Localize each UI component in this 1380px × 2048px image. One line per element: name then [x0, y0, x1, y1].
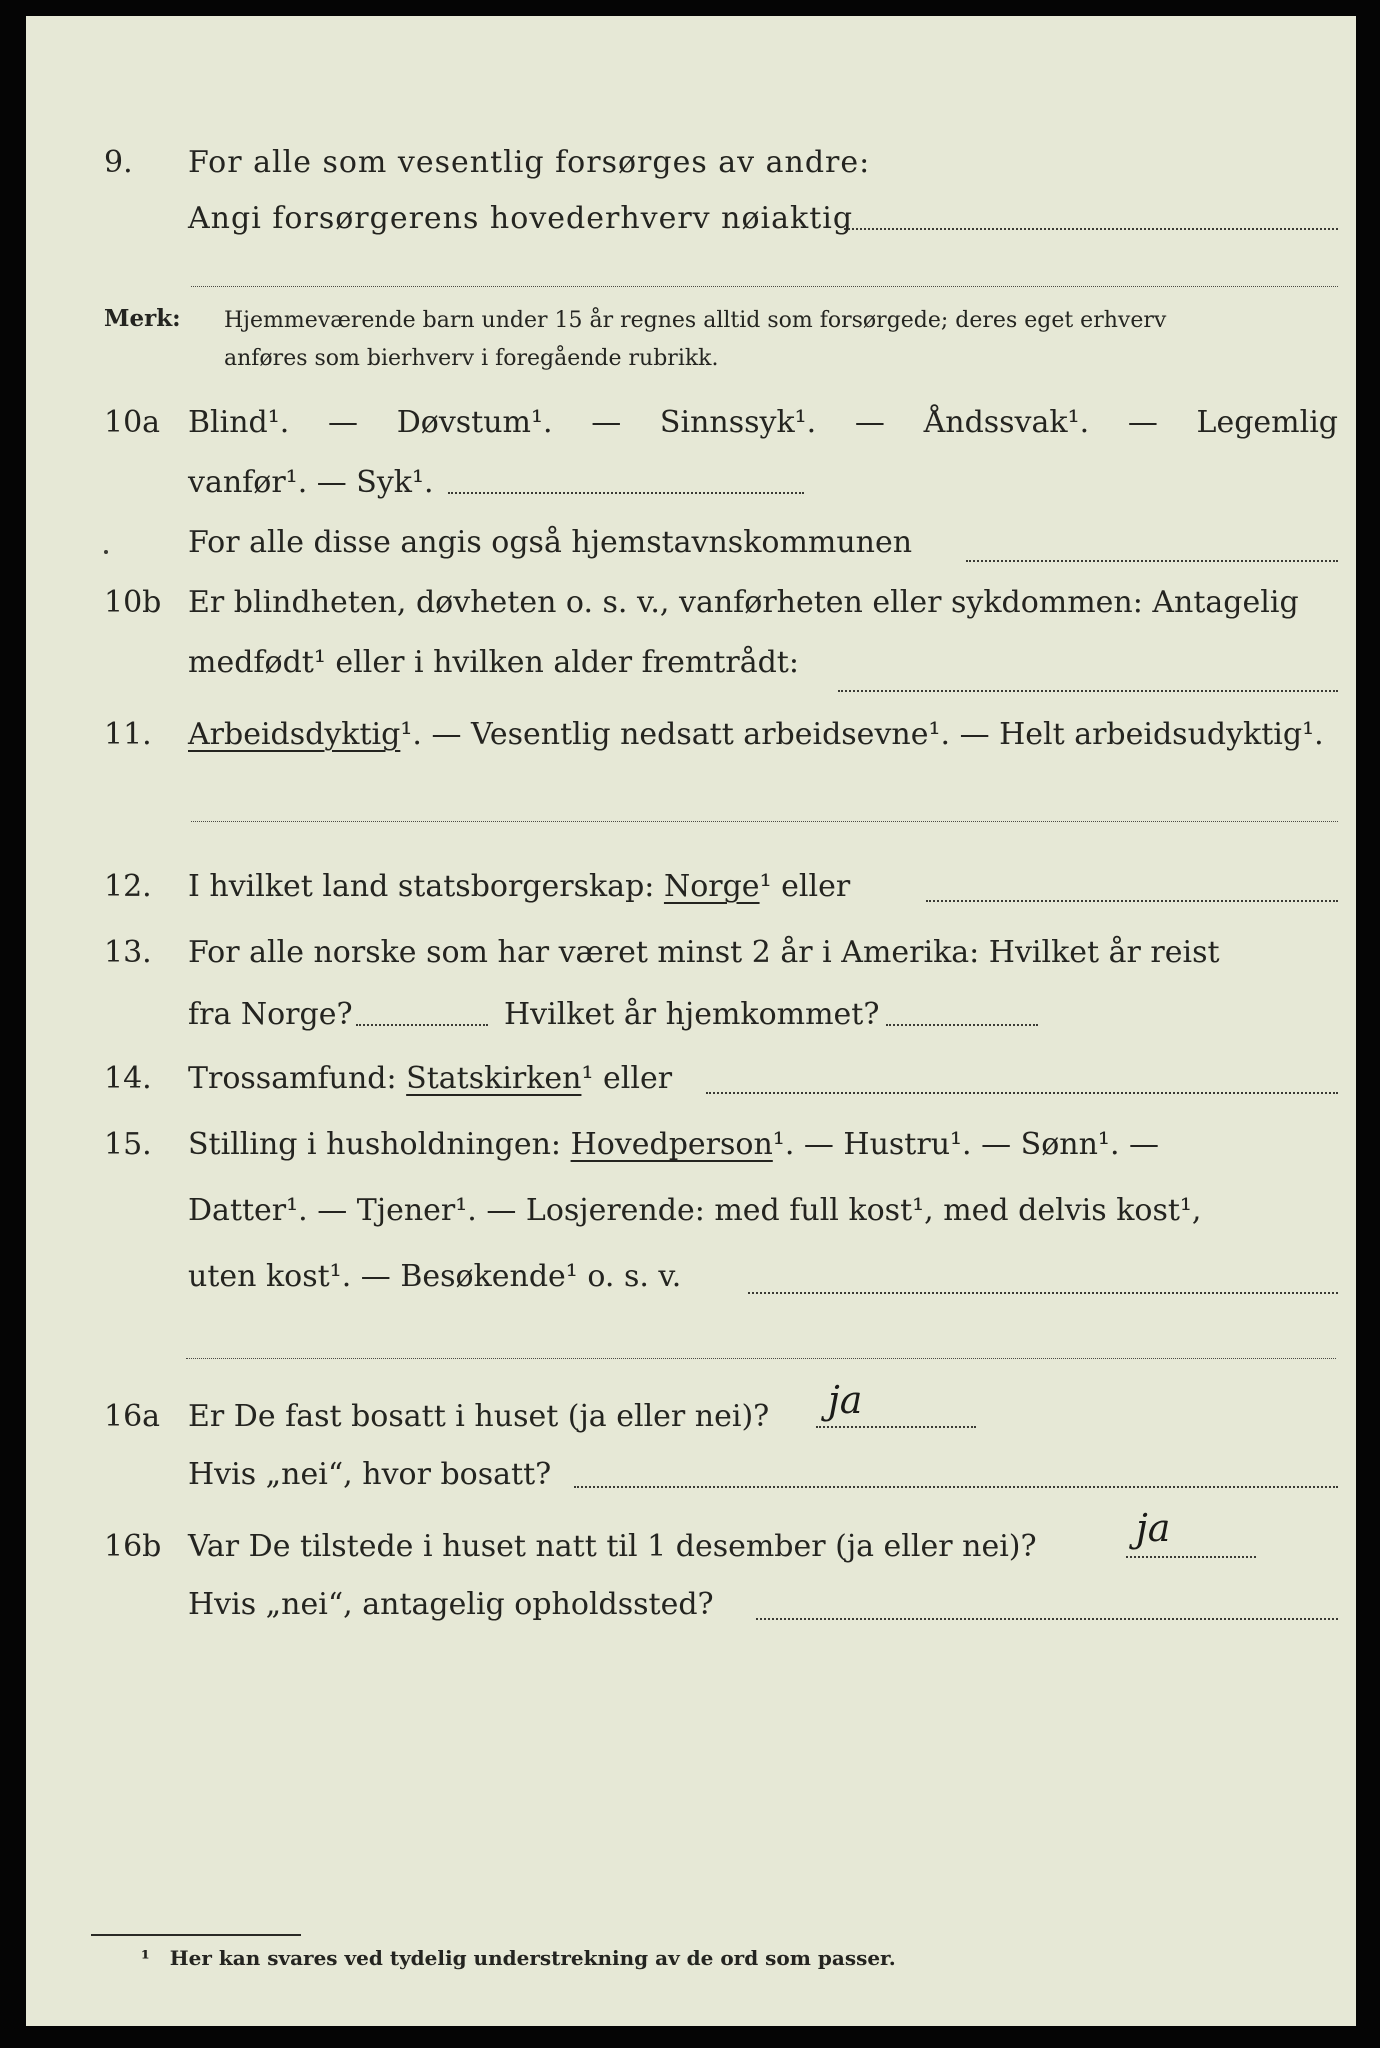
question-text-rest: ¹. — Hustru¹. — Sønn¹. —: [772, 1127, 1160, 1162]
answer-line[interactable]: [1126, 1556, 1256, 1558]
question-text: For alle norske som har været minst 2 år i Amerika: Hvilket år reist: [188, 935, 1220, 970]
question-text-prefix: Trossamfund:: [188, 1061, 397, 1096]
answer-line[interactable]: [816, 1426, 976, 1428]
answer-line[interactable]: [191, 821, 1338, 822]
footnote: [141, 1946, 896, 1970]
option-arbeidsdyktig[interactable]: Arbeidsdyktig: [188, 717, 401, 752]
question-10a-line2: [26, 458, 1356, 508]
question-9: [26, 138, 1356, 188]
question-text: Hvilket år hjemkommet?: [504, 997, 880, 1032]
question-13-line2: [26, 990, 1356, 1040]
answer-line[interactable]: [844, 228, 1338, 230]
footnote-mark: ¹: [141, 1946, 150, 1970]
answer-line[interactable]: [191, 286, 1338, 287]
footnote-text: Her kan svares ved tydelig understrekning av de ord som passer.: [169, 1946, 896, 1970]
question-10b-line2: [26, 638, 1356, 688]
footnote-rule: [91, 1934, 301, 1936]
question-text-prefix: Stilling i husholdningen:: [188, 1127, 562, 1162]
question-10a: [26, 398, 1356, 448]
answer-line[interactable]: [838, 690, 1338, 692]
option-norge[interactable]: Norge: [663, 869, 760, 904]
question-text: [188, 1120, 1159, 1170]
question-12: [26, 862, 1356, 912]
speck: [104, 550, 108, 554]
question-text-rest: ¹. — Vesentlig nedsatt arbeidsevne¹. — Helt arbeidsudyktig¹.: [400, 717, 1324, 752]
question-15-line3: [26, 1252, 1356, 1302]
question-9-line2: [26, 194, 1356, 244]
question-10b: [26, 578, 1356, 628]
question-number: 15.: [104, 1127, 152, 1162]
question-text: Er De fast bosatt i huset (ja eller nei)?: [188, 1399, 770, 1434]
answer-line[interactable]: [356, 1024, 488, 1026]
note-label: Merk:: [104, 305, 181, 332]
question-text: For alle som vesentlig forsørges av andre:: [188, 145, 871, 180]
handwritten-answer: ja: [828, 1378, 863, 1422]
option-hovedperson[interactable]: Hovedperson: [570, 1127, 773, 1162]
answer-line[interactable]: [886, 1024, 1038, 1026]
answer-line[interactable]: [748, 1292, 1338, 1294]
question-14: [26, 1054, 1356, 1104]
question-number: 10a: [104, 405, 161, 440]
question-number: 16a: [104, 1399, 161, 1434]
answer-line[interactable]: [706, 1092, 1338, 1094]
question-15: [26, 1120, 1356, 1170]
question-text: [188, 862, 850, 912]
answer-line[interactable]: [966, 560, 1338, 562]
answer-line[interactable]: [926, 900, 1338, 902]
question-number: 14.: [104, 1061, 152, 1096]
question-text: Hvis „nei“, hvor bosatt?: [188, 1457, 552, 1492]
question-15-line2: [26, 1186, 1356, 1236]
answer-line[interactable]: [448, 492, 804, 494]
question-13: [26, 928, 1356, 978]
question-number: 10b: [104, 585, 162, 620]
option-statskirken[interactable]: Statskirken: [406, 1061, 582, 1096]
question-text: vanfør¹. — Syk¹.: [188, 465, 434, 500]
question-text: Blind¹. — Døvstum¹. — Sinnssyk¹. — Åndssvak¹. — Legemlig: [188, 405, 1338, 440]
note-text: Hjemmeværende barn under 15 år regnes alltid som forsørgede; deres eget erhverv: [224, 308, 1167, 333]
question-16a: [26, 1392, 1356, 1442]
question-text: [188, 710, 1324, 760]
question-text: Hvis „nei“, antagelig opholdssted?: [188, 1587, 714, 1622]
question-11: [26, 710, 1356, 760]
question-text-prefix: I hvilket land statsborgerskap:: [188, 869, 655, 904]
answer-line[interactable]: [186, 1358, 1336, 1359]
question-text: Datter¹. — Tjener¹. — Losjerende: med full kost¹, med delvis kost¹,: [188, 1193, 1202, 1228]
question-16a-line2: [26, 1450, 1356, 1500]
question-text: Var De tilstede i huset natt til 1 desember (ja eller nei)?: [188, 1529, 1037, 1564]
question-text-suffix: ¹ eller: [759, 869, 851, 904]
question-number: 13.: [104, 935, 152, 970]
question-16b-line2: [26, 1580, 1356, 1630]
handwritten-answer: ja: [1136, 1506, 1171, 1550]
question-number: 12.: [104, 869, 152, 904]
question-number: 11.: [104, 717, 152, 752]
question-text: [188, 1054, 672, 1104]
question-text-suffix: ¹ eller: [581, 1061, 673, 1096]
answer-line[interactable]: [574, 1486, 1338, 1488]
form-page: [26, 16, 1356, 2026]
question-text: medfødt¹ eller i hvilken alder fremtrådt:: [188, 645, 799, 680]
question-text: Er blindheten, døvheten o. s. v., vanførheten eller sykdommen: Antagelig: [188, 585, 1299, 620]
question-text: uten kost¹. — Besøkende¹ o. s. v.: [188, 1259, 682, 1294]
question-text: fra Norge?: [188, 997, 353, 1032]
question-number: 16b: [104, 1529, 162, 1564]
answer-line[interactable]: [756, 1618, 1338, 1620]
note-text: anføres som bierhverv i foregående rubrikk.: [224, 346, 719, 371]
question-text: For alle disse angis også hjemstavnskommunen: [188, 525, 913, 560]
question-text: Angi forsørgerens hovederhverv nøiaktig: [188, 201, 854, 236]
question-number: 9.: [104, 145, 133, 180]
